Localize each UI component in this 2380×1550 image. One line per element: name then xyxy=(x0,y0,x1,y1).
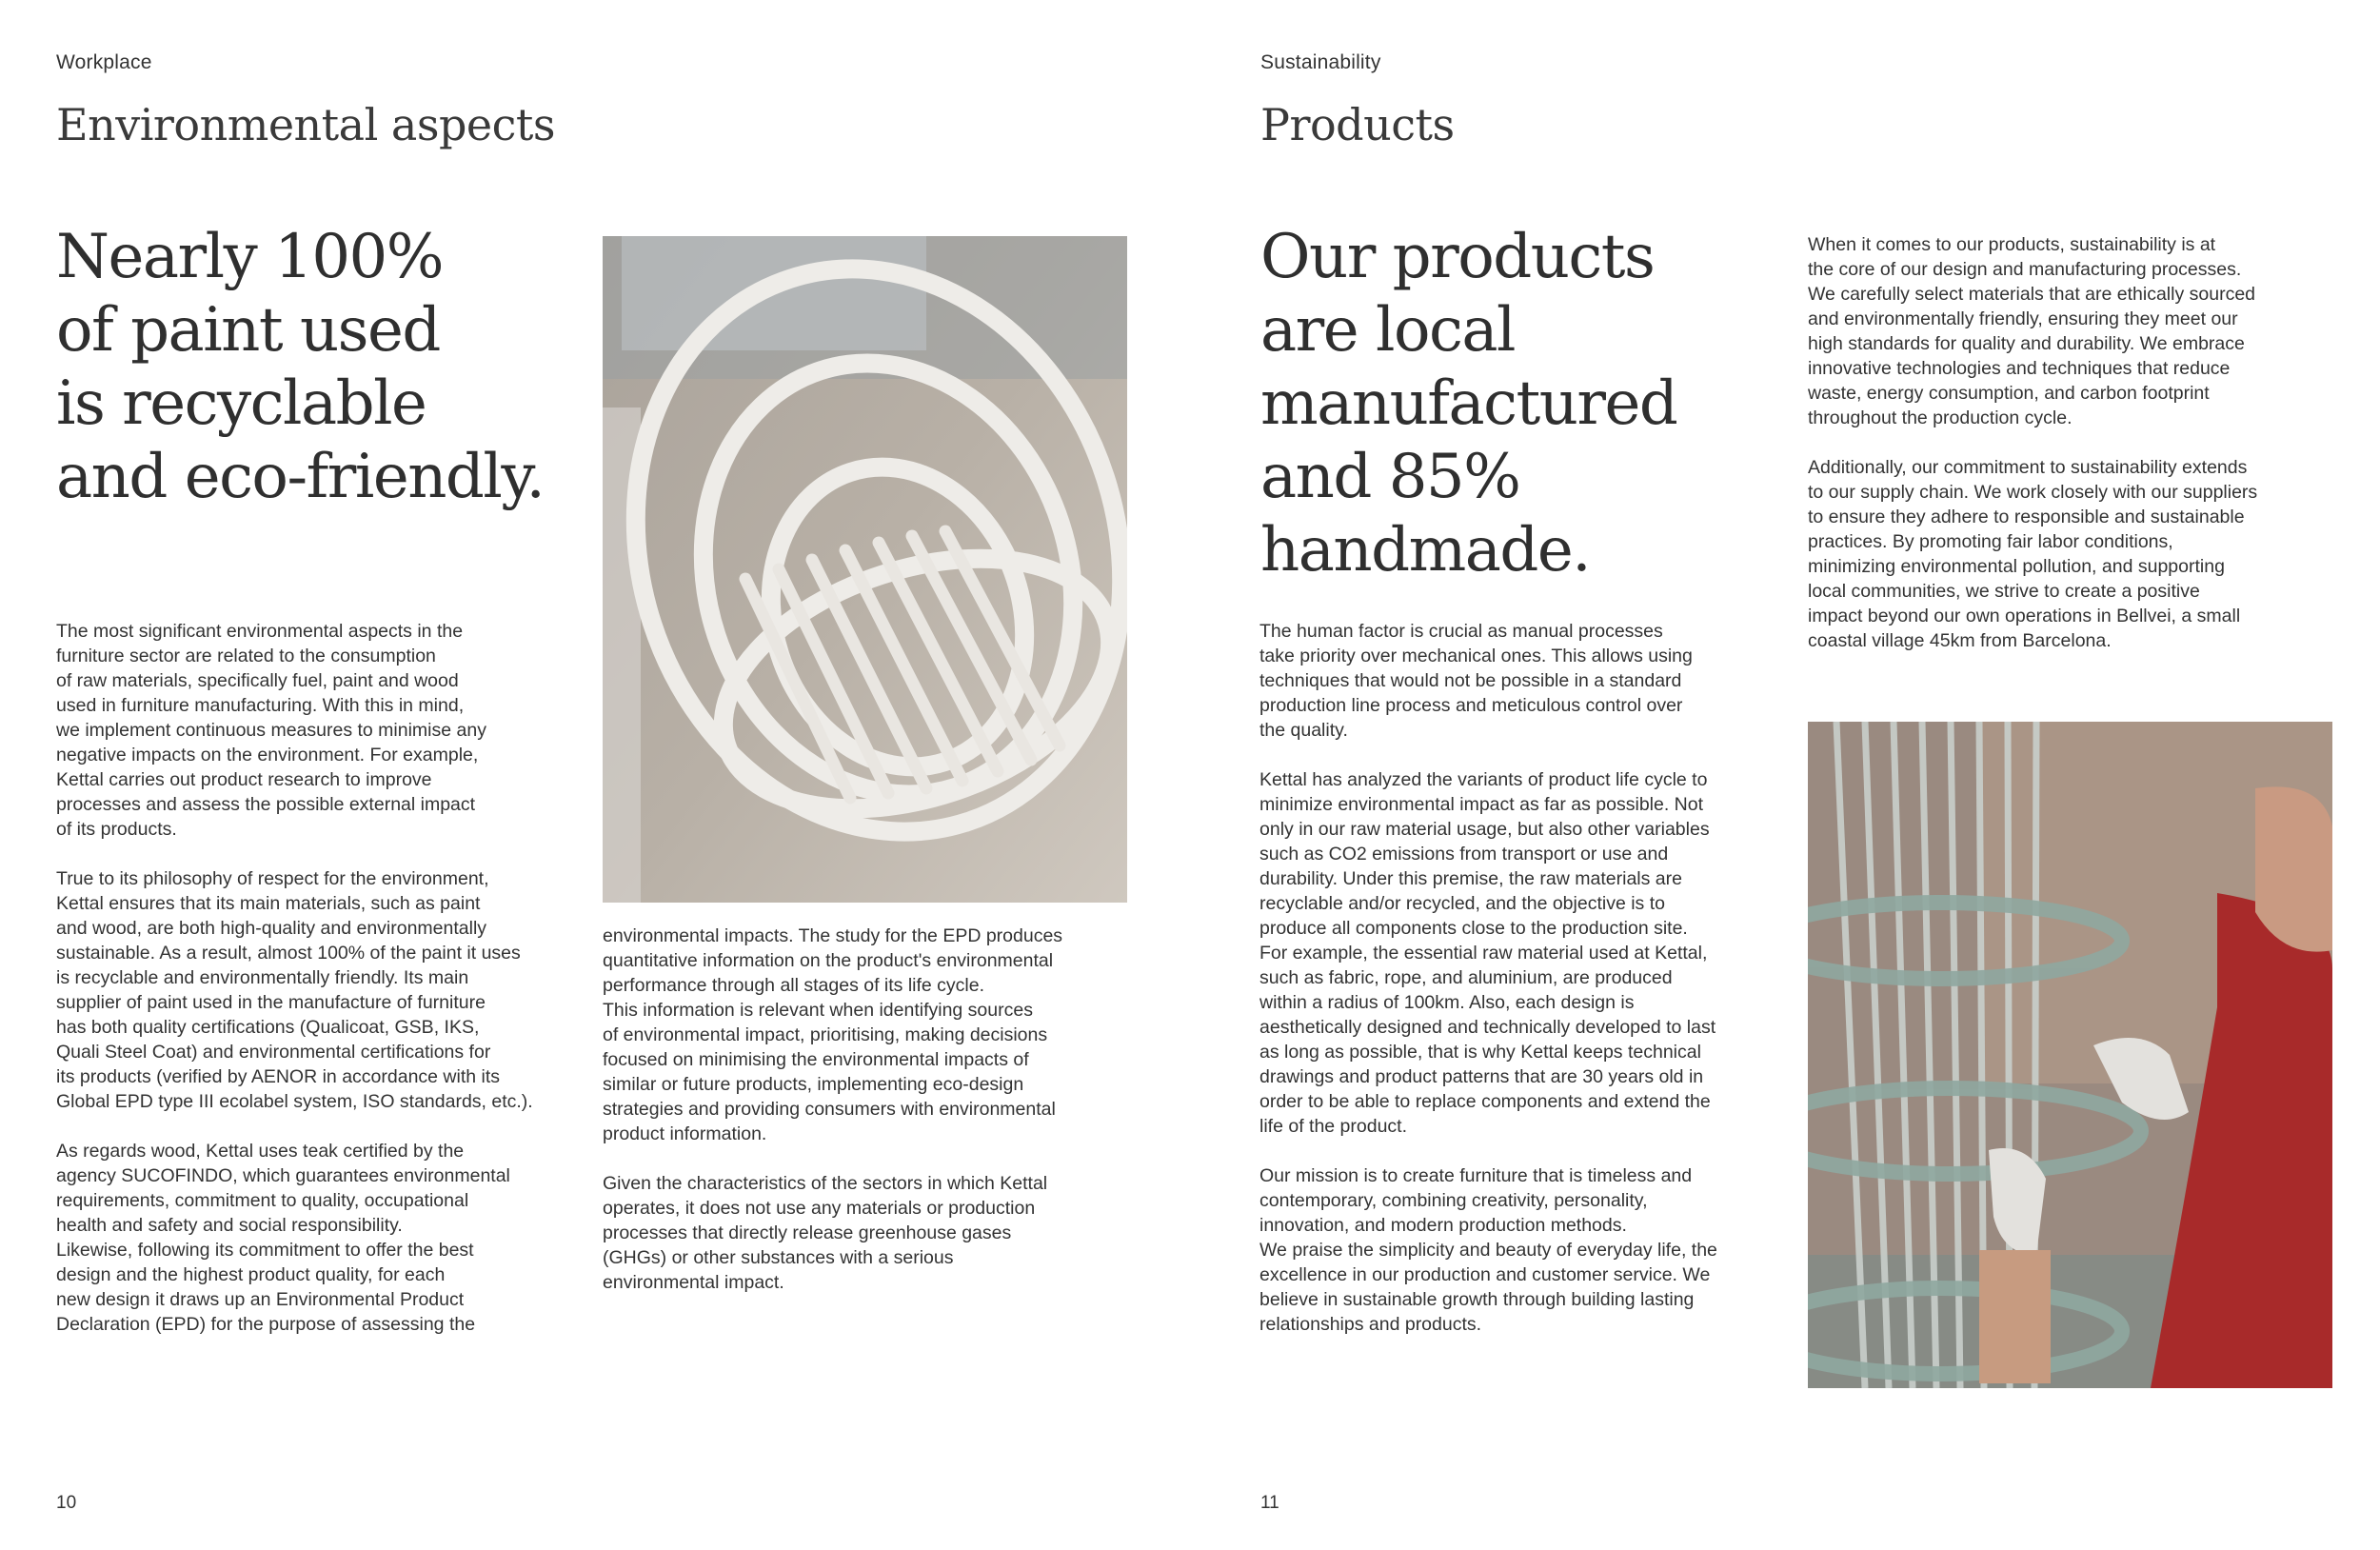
paragraph: The most significant environmental aspects in the furniture sector are related to the consumption of raw materials, specifically fuel, paint and wood used in furniture manufacturing. With this in mind, we implement continuous measures to minimise any negative impacts on the environment. For example, Kettal carries out product research to improve processes and assess the possible external impact of its products. xyxy=(56,621,486,840)
body-column-1 xyxy=(56,619,608,1337)
page-title: Products xyxy=(1260,99,1455,150)
paragraph: As regards wood, Kettal uses teak certified by the agency SUCOFINDO, which guarantees environmental requirements, commitment to quality, occupational health and safety and social responsibility. Likewise, following its commitment to offer the best design and the highest product quality, for each new design it draws up an Environmental Product Declaration (EPD) for the purpose of assessing the xyxy=(56,1141,510,1335)
artisan-weaving-photo xyxy=(1808,722,2332,1388)
section-label: Workplace xyxy=(56,51,152,73)
paragraph: When it comes to our products, sustainability is at the core of our design and manufacturing processes. We carefully select materials that are ethically sourced and environmentally friendly, ensuring they meet our high standards for quality and durability. We embrace innovative technologies and techniques that reduce waste, energy consumption, and carbon footprint throughout the production cycle. xyxy=(1808,234,2256,428)
paragraph: Our mission is to create furniture that is timeless and contemporary, combining creativity, personality, innovation, and modern production methods. We praise the simplicity and beauty of everyday life, the excellence in our production and customer service. We believe in sustainable growth through building lasting relationships and products. xyxy=(1259,1165,1717,1335)
page-number: 11 xyxy=(1260,1493,1279,1513)
paragraph: True to its philosophy of respect for the environment, Kettal ensures that its main materials, such as paint and wood, are both high-quality and environmentally sustainable. As a result, almost 100% of the paint it uses is recyclable and environmentally friendly. Its main supplier of paint used in the manufacture of furniture has both quality certifications (Qualicoat, GSB, IKS, Quali Steel Coat) and environmental certifications for its products (verified by AENOR in accordance with its Global EPD type III ecolabel system, ISO standards, etc.). xyxy=(56,868,533,1112)
right-page xyxy=(1190,0,2380,1550)
body-column-2 xyxy=(603,924,1155,1295)
headline: Nearly 100% of paint used is recyclable and eco-friendly. xyxy=(56,222,545,512)
section-label: Sustainability xyxy=(1260,51,1381,73)
body-column-1 xyxy=(1259,619,1802,1337)
paragraph: The human factor is crucial as manual processes take priority over mechanical ones. This allows using techniques that would not be possible in a standard production line process and meticulous control over the quality. xyxy=(1259,621,1693,741)
chair-frame-photo xyxy=(603,236,1127,903)
page-title: Environmental aspects xyxy=(56,99,555,150)
paragraph: environmental impacts. The study for the EPD produces quantitative information on the product's environmental performance through all stages of its life cycle. This information is relevant when identifying sources of environmental impact, prioritising, making decisions focused on minimising the environmental impacts of similar or future products, implementing eco-design strategies and providing consumers with environmental product information. xyxy=(603,925,1063,1144)
body-column-2 xyxy=(1808,232,2355,653)
headline: Our products are local manufactured and 85% handmade. xyxy=(1260,222,1677,586)
page-number: 10 xyxy=(56,1493,77,1513)
paragraph: Additionally, our commitment to sustainability extends to our supply chain. We work closely with our suppliers to ensure they adhere to responsible and sustainable practices. By promoting fair labor conditions, minimizing environmental pollution, and supporting local communities, we strive to create a positive impact beyond our own operations in Bellvei, a small coastal village 45km from Barcelona. xyxy=(1808,457,2258,651)
paragraph: Given the characteristics of the sectors in which Kettal operates, it does not use any materials or production processes that directly release greenhouse gases (GHGs) or other substances with a serious environmental impact. xyxy=(603,1173,1048,1293)
paragraph: Kettal has analyzed the variants of product life cycle to minimize environmental impact as far as possible. Not only in our raw material usage, but also other variables such as CO2 emissions from transport or use and durability. Under this premise, the raw materials are recyclable and/or recycled, and the objective is to produce all components close to the production site. For example, the essential raw material used at Kettal, such as fabric, rope, and aluminium, are produced within a radius of 100km. Also, each design is aesthetically designed and technically developed to last as long as possible, that is why Kettal keeps technical drawings and product patterns that are 30 years old in order to be able to replace components and extend the life of the product. xyxy=(1259,769,1716,1137)
